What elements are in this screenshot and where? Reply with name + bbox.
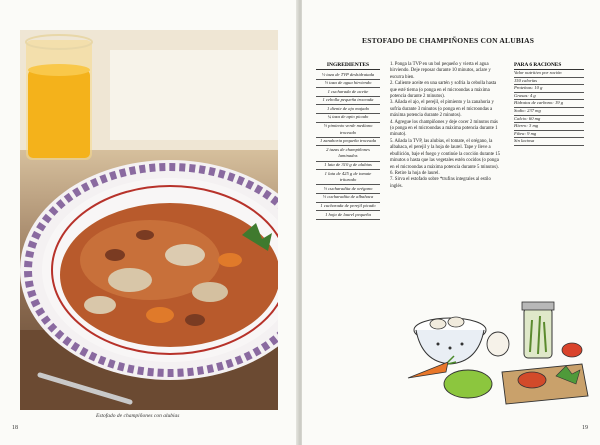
nutrition-item: Sodio: 237 mg bbox=[514, 108, 584, 116]
recipe-step: 1. Ponga la TVP en un bol pequeño y vierta el agua hirviendo. Deje reposar durante 10 minutos, aclare y escurra bien. bbox=[390, 62, 491, 80]
recipe-step: 2. Caliente aceite en una sartén y sofría la cebolla hasta que esté tierna (o ponga en el microondas a máxima potencia durante 2 minutos). bbox=[390, 81, 497, 100]
recipe-title: ESTOFADO DE CHAMPIÑONES CON ALUBIAS bbox=[362, 36, 535, 45]
ingredient-item: ½ cucharadita de orégano bbox=[316, 185, 380, 194]
ingredients-heading: INGREDIENTES bbox=[316, 62, 380, 70]
nutrition-item: Hidratos de carbono: 19 g bbox=[514, 100, 584, 108]
photo-caption: Estofado de champiñones con alubias bbox=[96, 413, 180, 419]
nutrition-item: Sin lactosa bbox=[514, 138, 584, 146]
ingredient-item: ½ cucharadita de albahaca bbox=[316, 194, 380, 203]
nutrition-item: Fibra: 9 mg bbox=[514, 131, 584, 139]
nutrition-panel bbox=[514, 62, 584, 146]
right-page bbox=[302, 0, 600, 445]
ingredient-item: ½ taza de agua hirviendo bbox=[316, 80, 380, 89]
ingredient-item: 1 cucharada de aceite bbox=[316, 88, 380, 97]
ingredient-item: ¼ taza de apio picado bbox=[316, 114, 380, 123]
ingredient-item: 2 tazas de champiñones laminados bbox=[316, 146, 380, 161]
recipe-steps bbox=[390, 62, 502, 190]
nutrition-item: 150 calorías bbox=[514, 78, 584, 86]
nutrition-item: Proteínas: 10 g bbox=[514, 85, 584, 93]
ingredient-item: 1 diente de ajo majado bbox=[316, 105, 380, 114]
nutrition-item: Valor nutritivo por ración bbox=[514, 70, 584, 78]
page-number-right: 19 bbox=[582, 425, 588, 431]
page-number-left: 18 bbox=[12, 425, 18, 431]
ingredient-item: ½ pimiento verde mediano troceado bbox=[316, 123, 380, 138]
nutrition-item: Grasas: 4 g bbox=[514, 93, 584, 101]
nutrition-item: Calcio: 60 mg bbox=[514, 116, 584, 124]
ingredient-item: 1 lata de 425 g de tomate triturado bbox=[316, 170, 380, 185]
recipe-step: 4. Agregue los champiñones y deje cocer 2 minutos más (o ponga en el microondas a máxima potencia durante 1 minuto). bbox=[390, 119, 498, 138]
recipe-step: 3. Añada el ajo, el perejil, el pimiento y la zanahoria y sofría durante 3 minutos (o ponga en el microondas a máxima potencia durante 2 minutos). bbox=[390, 100, 494, 119]
vegetables-drawing bbox=[402, 292, 594, 410]
ingredient-item: 1 lata de 310 g de alubias bbox=[316, 162, 380, 171]
stew-photo bbox=[20, 30, 278, 410]
stew-photo-illustration bbox=[20, 30, 278, 410]
recipe-step: 5. Añada la TVP, las alubias, el tomate, el orégano, la albahaca, el perejil y la hoja de laurel. Tape y lleve a ebullición, baje el fuego y continúe la cocción durante 15 minutos o hasta que las vegetales estén cocidos (o ponga en el microondas a máxima potencia durante 5 minutos). bbox=[390, 138, 501, 170]
ingredient-item: 1 zanahoria pequeña troceada bbox=[316, 138, 380, 147]
recipe-step: 6. Retire la hoja de laurel. bbox=[390, 170, 440, 176]
ingredient-item: 1 cucharada de perejil picado bbox=[316, 203, 380, 212]
nutrition-item: Hierro: 3 mg bbox=[514, 123, 584, 131]
ingredients-list bbox=[316, 62, 380, 220]
vegetables-illustration bbox=[402, 292, 594, 410]
ingredient-item: 1 hoja de laurel pequeña bbox=[316, 211, 380, 220]
ingredient-item: 1 cebolla pequeña troceada bbox=[316, 97, 380, 106]
ingredient-item: ½ taza de TVP deshidratada bbox=[316, 71, 380, 80]
left-page bbox=[0, 0, 298, 445]
recipe-step: 7. Sirva el estofado sobre *trufins integrales al estilo inglés. bbox=[390, 177, 491, 189]
servings-heading: PARA 6 RACIONES bbox=[514, 62, 584, 70]
